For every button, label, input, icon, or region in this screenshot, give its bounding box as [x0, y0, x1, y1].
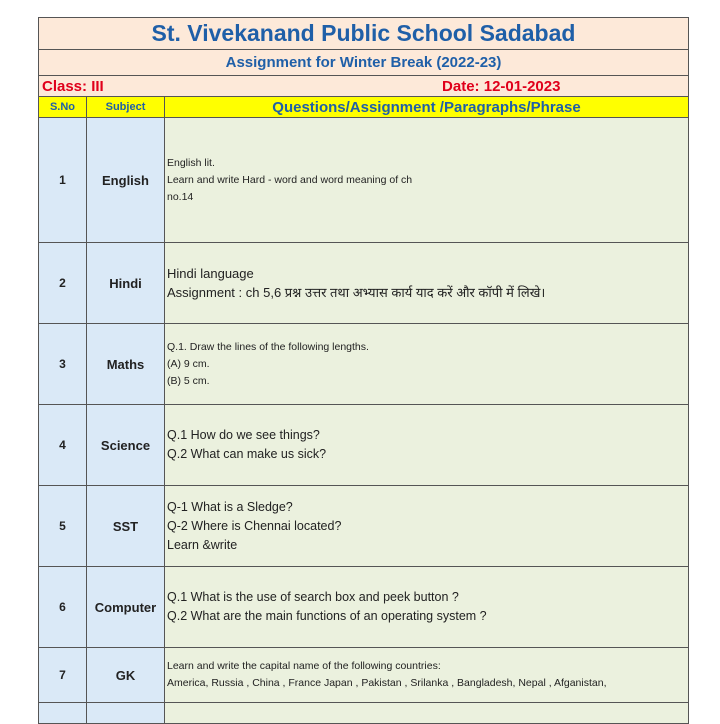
content-line: (A) 9 cm. [167, 357, 210, 370]
table-row [39, 243, 689, 324]
content-line: (B) 5 cm. [167, 374, 210, 387]
row-sno: 7 [39, 648, 87, 703]
column-header-subject: Subject [87, 97, 165, 118]
column-header-row [39, 97, 689, 118]
class-date-row [39, 76, 689, 97]
row-content [165, 486, 689, 567]
row-sno: 1 [39, 118, 87, 243]
row-sno: 6 [39, 567, 87, 648]
row-subject: Hindi [87, 243, 165, 324]
row-sno: 2 [39, 243, 87, 324]
content-line: America, Russia , China , France Japan , Pakistan , Srilanka , Bangladesh, Nepal , Afganistan, [167, 677, 607, 689]
column-header-questions: Questions/Assignment /Paragraphs/Phrase [165, 97, 689, 118]
table-row [39, 405, 689, 486]
content-line: Q.2 What are the main functions of an operating system ? [167, 609, 487, 623]
assignment-title: Assignment for Winter Break (2022-23) [39, 50, 689, 76]
row-sno: 5 [39, 486, 87, 567]
content-line: Q-2 Where is Chennai located? [167, 518, 342, 533]
table-row-partial [39, 703, 689, 724]
row-content [165, 567, 689, 648]
content-line: Hindi language [167, 266, 254, 281]
assignment-table [38, 17, 689, 724]
table-row [39, 324, 689, 405]
row-subject-empty [87, 703, 165, 724]
row-subject: SST [87, 486, 165, 567]
content-line: Learn and write the capital name of the following countries: [167, 660, 441, 672]
table-row [39, 118, 689, 243]
content-line: Q.2 What can make us sick? [167, 447, 327, 461]
row-content [165, 648, 689, 703]
content-line: Q-1 What is a Sledge? [167, 499, 293, 514]
column-header-sno: S.No [39, 97, 87, 118]
content-line: Q.1. Draw the lines of the following lengths. [167, 340, 369, 353]
row-content [165, 118, 689, 243]
row-sno: 3 [39, 324, 87, 405]
content-line: Q.1 How do we see things? [167, 428, 320, 442]
assignment-sheet [38, 17, 688, 724]
content-line: Learn &write [167, 537, 238, 552]
row-subject: Computer [87, 567, 165, 648]
content-line: Q.1 What is the use of search box and peek button ? [167, 590, 459, 604]
row-subject: English [87, 118, 165, 243]
row-content-empty [165, 703, 689, 724]
date-label: Date: 12-01-2023 [165, 76, 689, 97]
subtitle-row [39, 50, 689, 76]
table-row [39, 567, 689, 648]
row-content [165, 243, 689, 324]
row-content [165, 324, 689, 405]
content-line: no.14 [167, 190, 194, 203]
content-line: English lit. [167, 156, 215, 169]
table-row [39, 648, 689, 703]
school-name: St. Vivekanand Public School Sadabad [39, 18, 689, 50]
content-line: Learn and write Hard - word and word meaning of ch [167, 173, 413, 186]
row-content [165, 405, 689, 486]
row-sno: 4 [39, 405, 87, 486]
content-line: Assignment : ch 5,6 प्रश्न उत्तर तथा अभ्यास कार्य याद करें और कॉपी में लिखे। [167, 285, 546, 300]
class-label: Class: III [39, 76, 165, 97]
title-row [39, 18, 689, 50]
row-sno-empty [39, 703, 87, 724]
row-subject: Science [87, 405, 165, 486]
row-subject: Maths [87, 324, 165, 405]
table-row [39, 486, 689, 567]
row-subject: GK [87, 648, 165, 703]
